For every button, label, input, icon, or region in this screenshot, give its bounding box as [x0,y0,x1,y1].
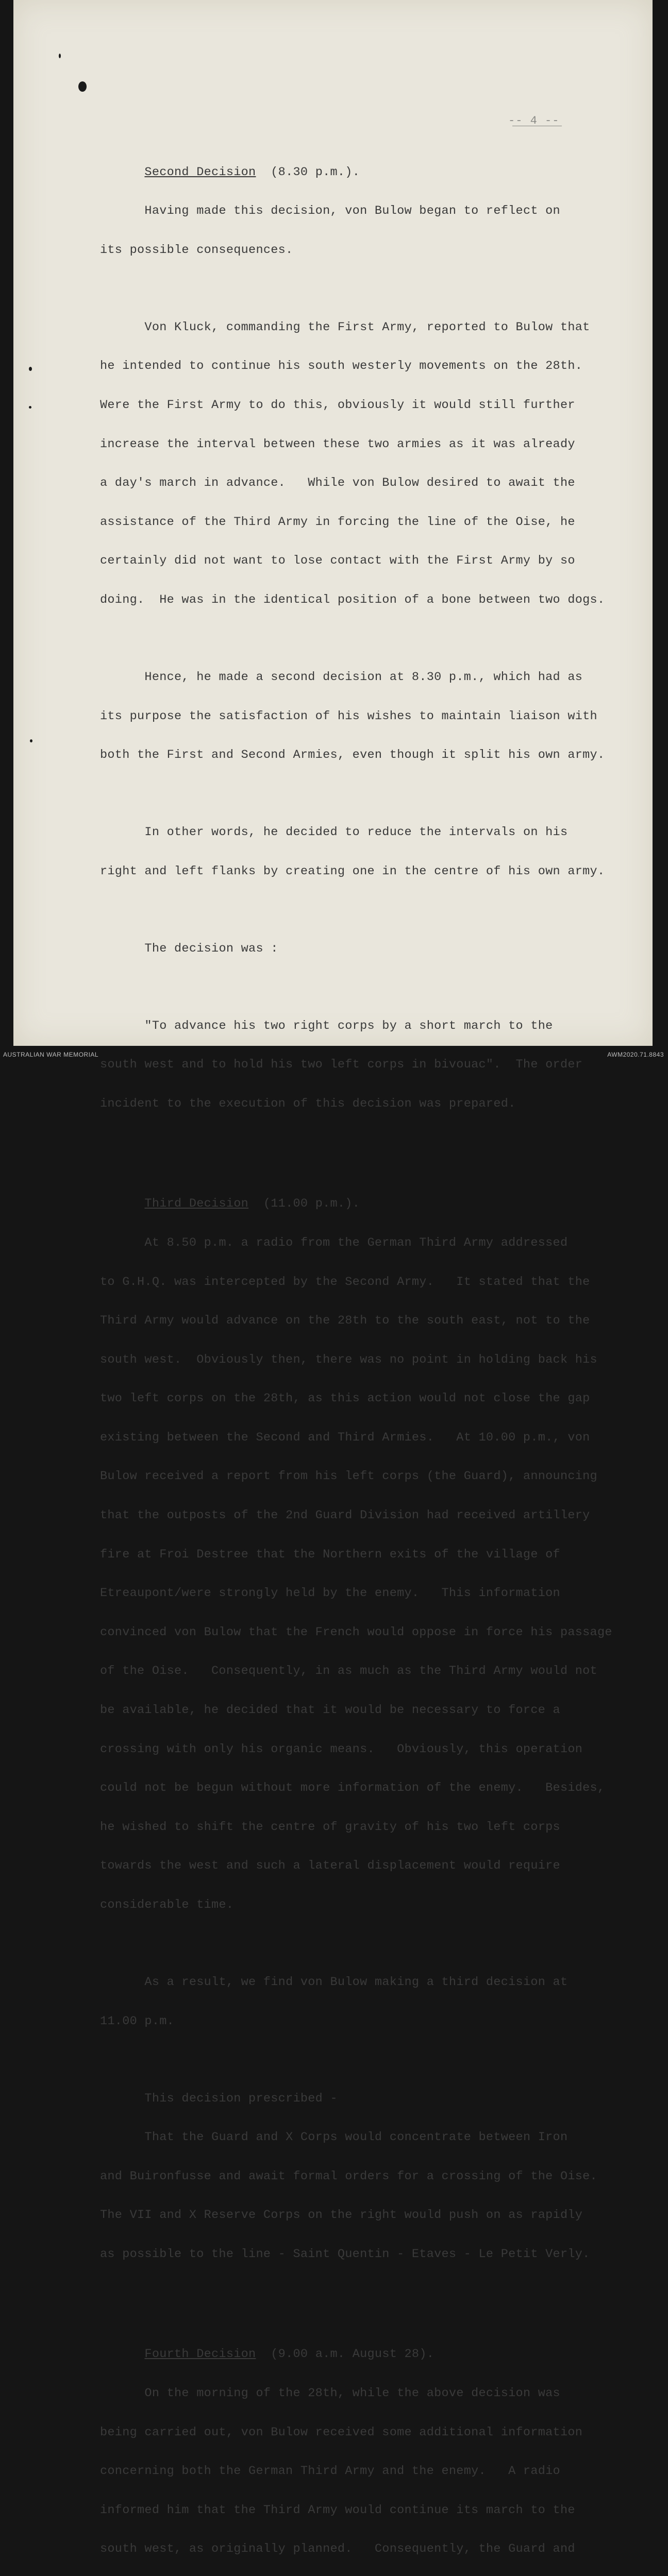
text-line: that the outposts of the 2nd Guard Division had received artillery [100,1509,590,1523]
text-line: "To advance his two right corps by a short march to the [144,1019,553,1033]
margin-speck [29,406,31,409]
text-line: This decision prescribed - [144,2091,338,2106]
margin-speck [29,367,32,371]
text-line: assistance of the Third Army in forcing the line of the Oise, he [100,515,575,529]
text-line: could not be begun without more information of the enemy. Besides, [100,1781,605,1795]
text-line: Were the First Army to do this, obviously it would still further [100,398,575,412]
text-line: existing between the Second and Third Armies. At 10.00 p.m., von [100,1430,590,1445]
text-line: concerning both the German Third Army and the enemy. A radio [100,2464,560,2479]
text-line: south west, as originally planned. Consequently, the Guard and [100,2542,575,2556]
text-line: doing. He was in the identical position of a bone between two dogs. [100,592,605,607]
text-line: Von Kluck, commanding the First Army, reported to Bulow that [144,320,590,334]
margin-speck [30,739,32,742]
margin-speck [59,54,61,58]
text-line: convinced von Bulow that the French would oppose in force his passage [100,1625,612,1639]
text-line: south west. Obviously then, there was no point in holding back his [100,1352,597,1367]
text-line: south west and to hold his two left corps in bivouac". The order [100,1058,583,1072]
text-line: he intended to continue his south westerly movements on the 28th. [100,359,583,374]
text-line: its possible consequences. [100,243,293,257]
text-line: two left corps on the 28th, as this action would not close the gap [100,1392,590,1406]
section-heading: Fourth Decision (9.00 a.m. August 28). [144,2347,435,2362]
text-line: Having made this decision, von Bulow began to reflect on [144,204,560,218]
text-line: increase the interval between these two armies as it was already [100,437,575,451]
text-line: fire at Froi Destree that the Northern exits of the village of [100,1547,560,1562]
punch-hole-mark [78,81,87,92]
text-line: he wished to shift the centre of gravity of his two left corps [100,1820,560,1834]
text-line: certainly did not want to lose contact with the First Army by so [100,554,575,568]
text-line: 11.00 p.m. [100,2014,175,2028]
text-line: As a result, we find von Bulow making a third decision at [144,1975,568,1990]
text-line: both the First and Second Armies, even though it split his own army. [100,748,605,762]
text-line: right and left flanks by creating one in the centre of his own army. [100,864,605,878]
text-line: That the Guard and X Corps would concentrate between Iron [144,2130,568,2145]
text-line: The decision was : [144,941,278,956]
text-line: be available, he decided that it would be necessary to force a [100,1703,560,1718]
text-line: Bulow received a report from his left corps (the Guard), announcing [100,1469,597,1484]
text-line: a day's march in advance. While von Bulow desired to await the [100,476,575,490]
text-line: as possible to the line - Saint Quentin - Etaves - Le Petit Verly. [100,2247,590,2261]
text-line: Third Army would advance on the 28th to the south east, not to the [100,1314,590,1328]
text-line: and Buironfusse and await formal orders for a crossing of the Oise. [100,2169,597,2183]
archive-reference: AWM2020.71.8843 [607,1051,664,1058]
text-line: In other words, he decided to reduce the intervals on his [144,825,568,840]
section-heading: Third Decision (11.00 p.m.). [144,1197,360,1211]
text-line: to G.H.Q. was intercepted by the Second Army. It stated that the [100,1275,590,1289]
text-line: On the morning of the 28th, while the above decision was [144,2386,560,2400]
archive-credit: AUSTRALIAN WAR MEMORIAL [3,1051,99,1058]
text-line: towards the west and such a lateral displacement would require [100,1859,560,1873]
text-line: crossing with only his organic means. Obviously, this operation [100,1742,583,1756]
text-line: of the Oise. Consequently, in as much as the Third Army would not [100,1664,597,1679]
text-line: At 8.50 p.m. a radio from the German Third Army addressed [144,1235,568,1250]
text-line: Hence, he made a second decision at 8.30 p.m., which had as [144,670,583,684]
page-number: -- 4 -- [508,114,560,127]
text-line: informed him that the Third Army would continue its march to the [100,2503,575,2517]
text-line: considerable time. [100,1898,234,1912]
section-heading: Second Decision (8.30 p.m.). [144,165,360,179]
text-line: being carried out, von Bulow received some additional information [100,2425,583,2439]
text-line: The VII and X Reserve Corps on the right would push on as rapidly [100,2208,583,2223]
text-line: Etreaupont/were strongly held by the enemy. This information [100,1586,560,1601]
text-line: its purpose the satisfaction of his wishes to maintain liaison with [100,709,597,723]
text-line: incident to the execution of this decision was prepared. [100,1096,516,1111]
typed-text-body [100,127,646,2576]
